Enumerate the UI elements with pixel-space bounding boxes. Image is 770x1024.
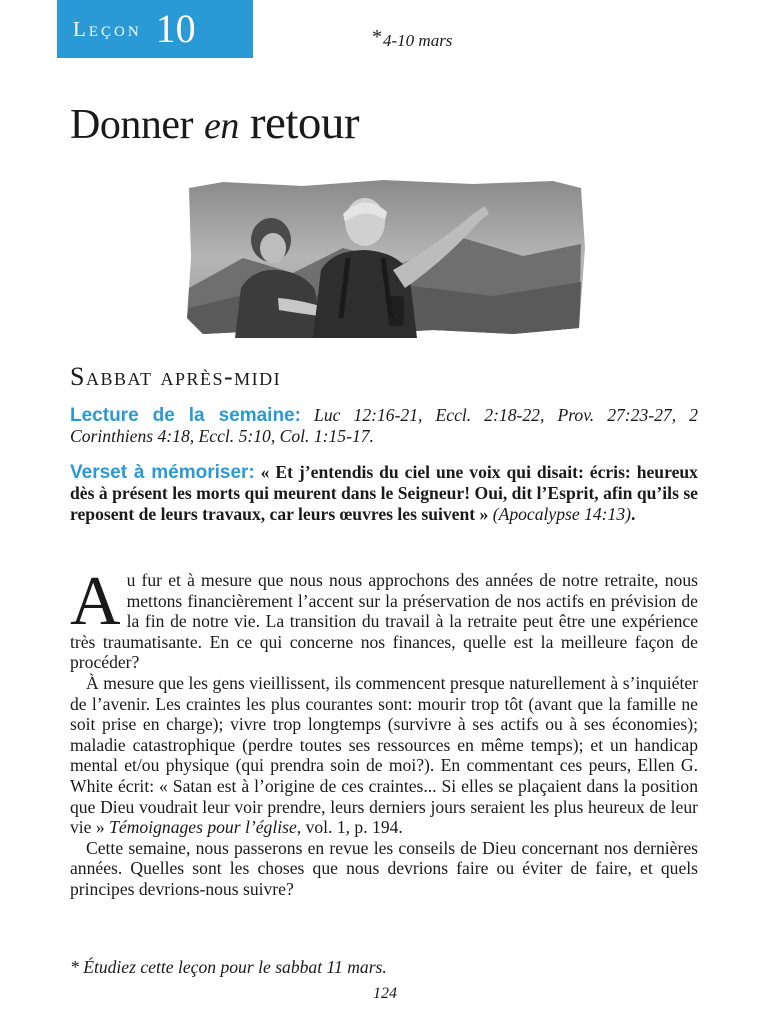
- introduction-body: [70, 563, 698, 900]
- memory-verse-label: Verset à mémoriser:: [70, 462, 255, 483]
- memory-verse: [70, 462, 698, 525]
- weekly-reading-label: Lecture de la semaine:: [70, 405, 301, 426]
- paragraph-2-citation: , vol. 1, p. 194.: [296, 817, 403, 838]
- paragraph-2-book-title: Témoignages pour l’église: [109, 817, 297, 838]
- paragraph-2: [70, 673, 698, 838]
- drop-cap: A: [70, 563, 121, 640]
- date-asterisk: *: [372, 26, 382, 48]
- memory-verse-text: « Et j’entendis du ciel une voix qui disait: écris: heureux dès à présent les morts qui meurent dans le Seigneur! Oui, dit l’Esprit, afin qu’ils se reposent de leurs travaux, car leurs œuvres les suivent »: [70, 462, 698, 524]
- lesson-label: Leçon: [73, 16, 142, 41]
- lesson-dates: [372, 26, 452, 51]
- lesson-number: 10: [155, 6, 196, 51]
- title-word-1: Donner: [70, 102, 193, 148]
- section-heading: Sabbat après-midi: [70, 362, 282, 391]
- lesson-badge: [57, 0, 253, 58]
- title-word-2: en: [203, 105, 239, 147]
- page-number: 124: [373, 985, 397, 1002]
- footnote: * Étudiez cette leçon pour le sabbat 11 mars.: [70, 957, 387, 977]
- memory-verse-end: .: [631, 504, 636, 524]
- paragraph-1: [70, 563, 698, 673]
- weekly-reading-refs: Luc 12:16-21, Eccl. 2:18-22, Prov. 27:23-27, 2 Corinthiens 4:18, Eccl. 5:10, Col. 1:15-17.: [70, 405, 698, 446]
- date-range: 4-10 mars: [383, 31, 453, 50]
- paragraph-1-text: u fur et à mesure que nous nous approchons des années de notre retraite, nous mettons financièrement l’accent sur la préservation de nos actifs en prévision de la fin de notre vie. La transition du travail à la retraite peut être une expérience très traumatisante. En ce qui concerne nos finances, quelle est la meilleure façon de procéder?: [70, 570, 698, 673]
- memory-verse-ref: (Apocalypse 14:13): [492, 504, 631, 524]
- title-word-3: retour: [249, 97, 360, 149]
- lesson-title: [70, 96, 359, 150]
- paragraph-2-text: À mesure que les gens vieillissent, ils commencent presque naturellement à s’inquiéter de l’avenir. Les craintes les plus courantes sont: mourir trop tôt (avant que la famille ne soit prise en charge); vivre trop longtemps (survivre à ses actifs ou à ses économies); maladie catastrophique (perdre toutes ses ressources en même temps); et un handicap mental et/ou physique (qui prendra soin de moi?). En commentant ces peurs, Ellen G. White écrit: « Satan est à l’origine de ces craintes... Si elles se plaçaient dans la position que Dieu voudrait leur voir prendre, leurs derniers jours seraient les plus heureux de leur vie »: [70, 672, 698, 838]
- weekly-reading: [70, 405, 698, 447]
- elderly-couple-pointing-photo: [183, 178, 587, 338]
- paragraph-3: Cette semaine, nous passerons en revue les conseils de Dieu concernant nos dernières années. Quelles sont les choses que nous devrions faire ou éviter de faire, et quels principes devrions-nous suivre?: [70, 837, 698, 899]
